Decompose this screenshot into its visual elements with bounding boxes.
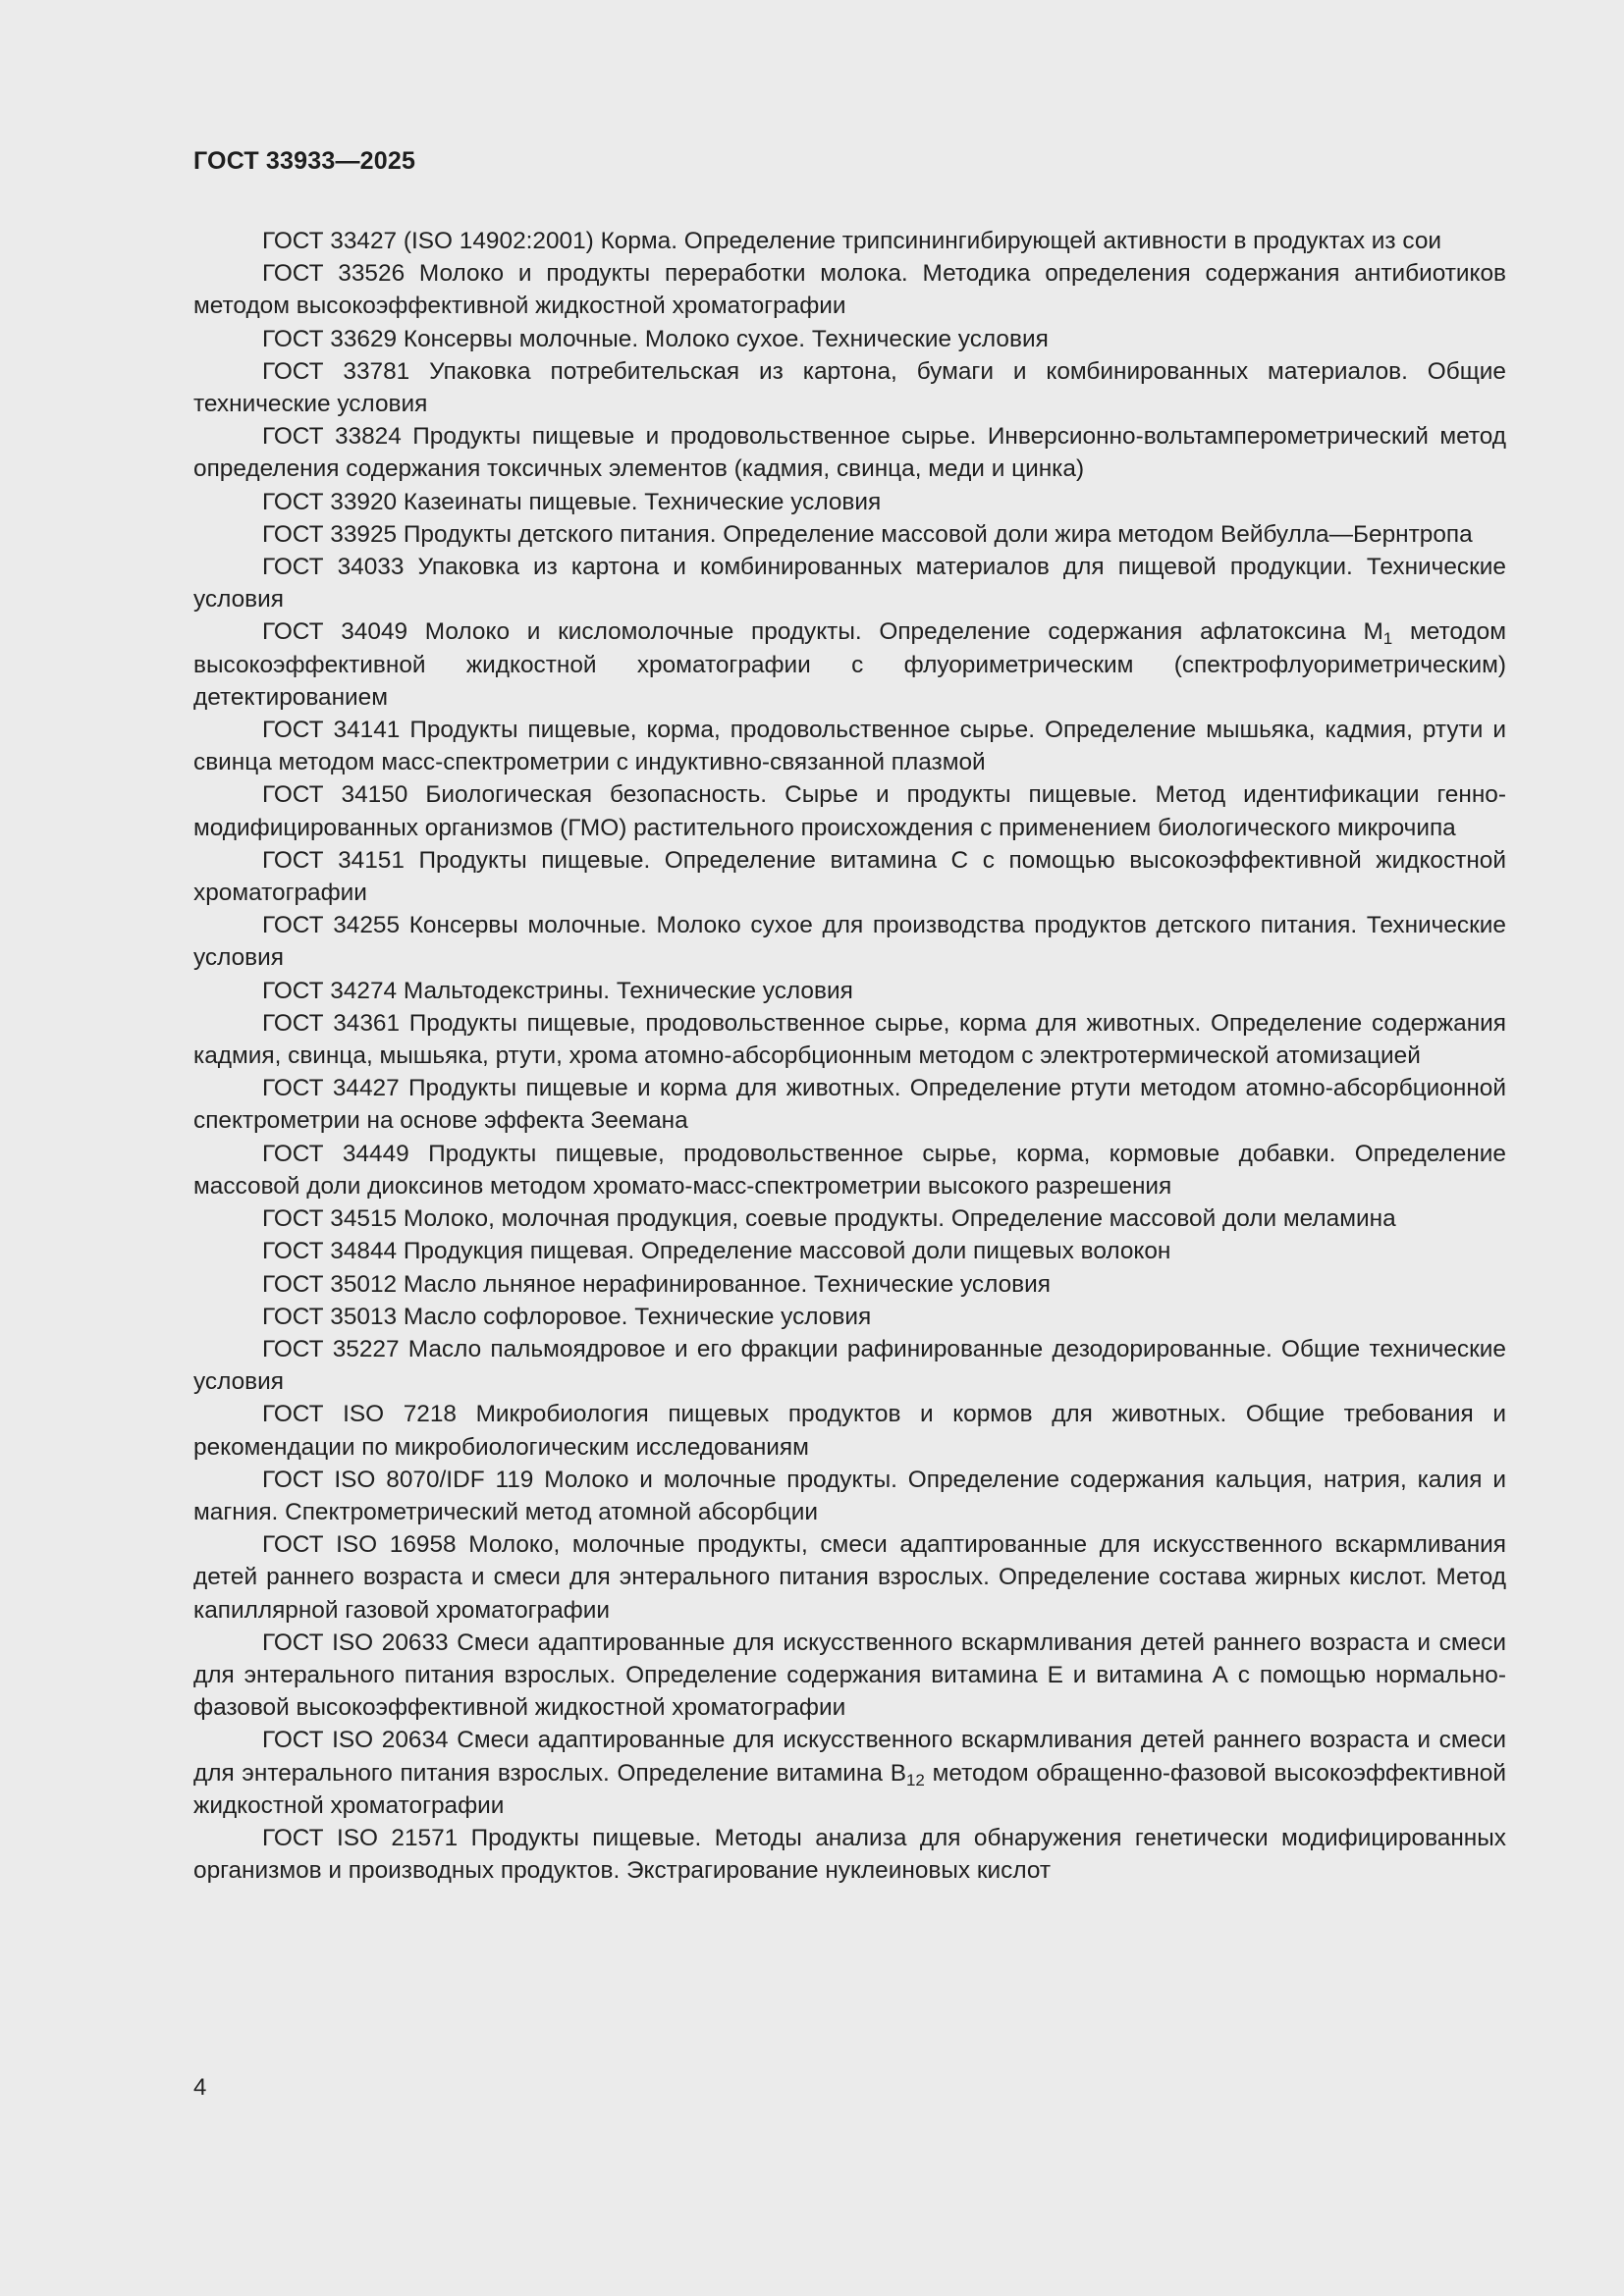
reference-item [193,1138,1506,1202]
reference-text: ГОСТ 33629 Консервы молочные. Молоко сухое. Технические условия [262,325,1049,352]
reference-text: ГОСТ 33526 Молоко и продукты переработки молока. Методика определения содержания антибиотиков методом высокоэффективной жидкостной хроматографии [193,260,1506,320]
reference-item [193,714,1506,778]
reference-text: ГОСТ 34033 Упаковка из картона и комбинированных материалов для пищевой продукции. Технические условия [193,554,1506,614]
reference-item [193,518,1506,551]
reference-item [193,323,1506,355]
reference-subscript: 12 [905,1770,925,1789]
reference-text: ГОСТ ISO 20634 Смеси адаптированные для искусственного вскармливания детей раннего возраста и смеси для энтерального питания взрослых. Определение витамина B [193,1727,1506,1787]
reference-text: ГОСТ 34151 Продукты пищевые. Определение витамина С с помощью высокоэффективной жидкостной хроматографии [193,846,1506,907]
reference-item [193,551,1506,615]
reference-item [193,1724,1506,1822]
reference-item [193,1235,1506,1267]
page-number: 4 [193,2074,207,2101]
reference-text: ГОСТ 34141 Продукты пищевые, корма, продовольственное сырье. Определение мышьяка, кадмия, ртути и свинца методом масс-спектрометрии с индуктивно-связанной плазмой [193,717,1506,776]
reference-item [193,909,1506,974]
reference-item [193,1202,1506,1235]
reference-text: ГОСТ 33920 Казеинаты пищевые. Технические условия [262,488,882,515]
normative-references-list [193,225,1506,1887]
reference-item [193,1333,1506,1398]
reference-text-continued: методом высокоэффективной жидкостной хроматографии с флуориметрическим (спектрофлуориметрическим) детектированием [193,618,1506,711]
reference-item [193,355,1506,420]
reference-text: ГОСТ 34150 Биологическая безопасность. Сырье и продукты пищевые. Метод идентификации генно-модифицированных организмов (ГМО) растительного происхождения с применением биологического микрочипа [193,781,1506,841]
reference-item [193,1268,1506,1301]
reference-item [193,1464,1506,1528]
reference-item [193,225,1506,257]
reference-item [193,975,1506,1007]
reference-item [193,420,1506,485]
reference-item [193,1007,1506,1072]
reference-item [193,1301,1506,1333]
reference-item [193,1528,1506,1627]
reference-text: ГОСТ ISO 20633 Смеси адаптированные для искусственного вскармливания детей раннего возраста и смеси для энтерального питания взрослых. Определение содержания витамина Е и витамина А с помощью нормально-фазовой высокоэффективной жидкостной хроматографии [193,1629,1506,1722]
reference-text: ГОСТ ISO 21571 Продукты пищевые. Методы анализа для обнаружения генетически модифицированных организмов и производных продуктов. Экстрагирование нуклеиновых кислот [193,1824,1506,1885]
reference-item [193,1627,1506,1725]
reference-text-continued: методом обращенно-фазовой высокоэффективной жидкостной хроматографии [193,1759,1506,1819]
reference-item [193,1822,1506,1887]
reference-text: ГОСТ 34049 Молоко и кисломолочные продукты. Определение содержания афлатоксина M [262,618,1383,646]
reference-text: ГОСТ 34427 Продукты пищевые и корма для животных. Определение ртути методом атомно-абсорбционной спектрометрии на основе эффекта Зеемана [193,1075,1506,1135]
reference-text: ГОСТ ISO 7218 Микробиология пищевых продуктов и кормов для животных. Общие требования и рекомендации по микробиологическим исследованиям [193,1401,1506,1461]
reference-text: ГОСТ 35012 Масло льняное нерафинированное. Технические условия [262,1270,1051,1298]
reference-item [193,615,1506,714]
reference-text: ГОСТ 34274 Мальтодекстрины. Технические условия [262,977,853,1004]
reference-item [193,844,1506,909]
reference-subscript: 1 [1382,629,1393,649]
reference-text: ГОСТ 34361 Продукты пищевые, продовольственное сырье, корма для животных. Определение содержания кадмия, свинца, мышьяка, ртути, хрома атомно-абсорбционным методом с электротермической атомизацией [193,1009,1506,1070]
reference-item [193,1398,1506,1463]
reference-item [193,486,1506,518]
reference-text: ГОСТ ISO 16958 Молоко, молочные продукты, смеси адаптированные для искусственного вскармливания детей раннего возраста и смеси для энтерального питания взрослых. Определение состава жирных кислот. Метод капиллярной газовой хроматографии [193,1531,1506,1624]
reference-text: ГОСТ 35013 Масло софлоровое. Технические условия [262,1303,872,1330]
reference-item [193,257,1506,322]
reference-item [193,778,1506,843]
reference-text: ГОСТ 33781 Упаковка потребительская из картона, бумаги и комбинированных материалов. Общие технические условия [193,357,1506,418]
reference-text: ГОСТ 33427 (ISO 14902:2001) Корма. Определение трипсинингибирующей активности в продуктах из сои [262,228,1442,254]
reference-text: ГОСТ 34255 Консервы молочные. Молоко сухое для производства продуктов детского питания. Технические условия [193,912,1506,972]
reference-text: ГОСТ 35227 Масло пальмоядровое и его фракции рафинированные дезодорированные. Общие технические условия [193,1335,1506,1396]
reference-text: ГОСТ 34515 Молоко, молочная продукция, соевые продукты. Определение массовой доли меламина [262,1205,1396,1233]
reference-text: ГОСТ 34449 Продукты пищевые, продовольственное сырье, корма, кормовые добавки. Определение массовой доли диоксинов методом хромато-масс-спектрометрии высокого разрешения [193,1140,1506,1200]
document-code-header: ГОСТ 33933—2025 [193,147,416,175]
reference-text: ГОСТ 33925 Продукты детского питания. Определение массовой доли жира методом Вейбулла—Бернтропа [262,520,1473,548]
reference-text: ГОСТ 33824 Продукты пищевые и продовольственное сырье. Инверсионно-вольтамперометрический метод определения содержания токсичных элементов (кадмия, свинца, меди и цинка) [193,423,1506,483]
reference-item [193,1072,1506,1137]
reference-text: ГОСТ ISO 8070/IDF 119 Молоко и молочные продукты. Определение содержания кальция, натрия, калия и магния. Спектрометрический метод атомной абсорбции [193,1466,1506,1525]
reference-text: ГОСТ 34844 Продукция пищевая. Определение массовой доли пищевых волокон [262,1238,1171,1265]
